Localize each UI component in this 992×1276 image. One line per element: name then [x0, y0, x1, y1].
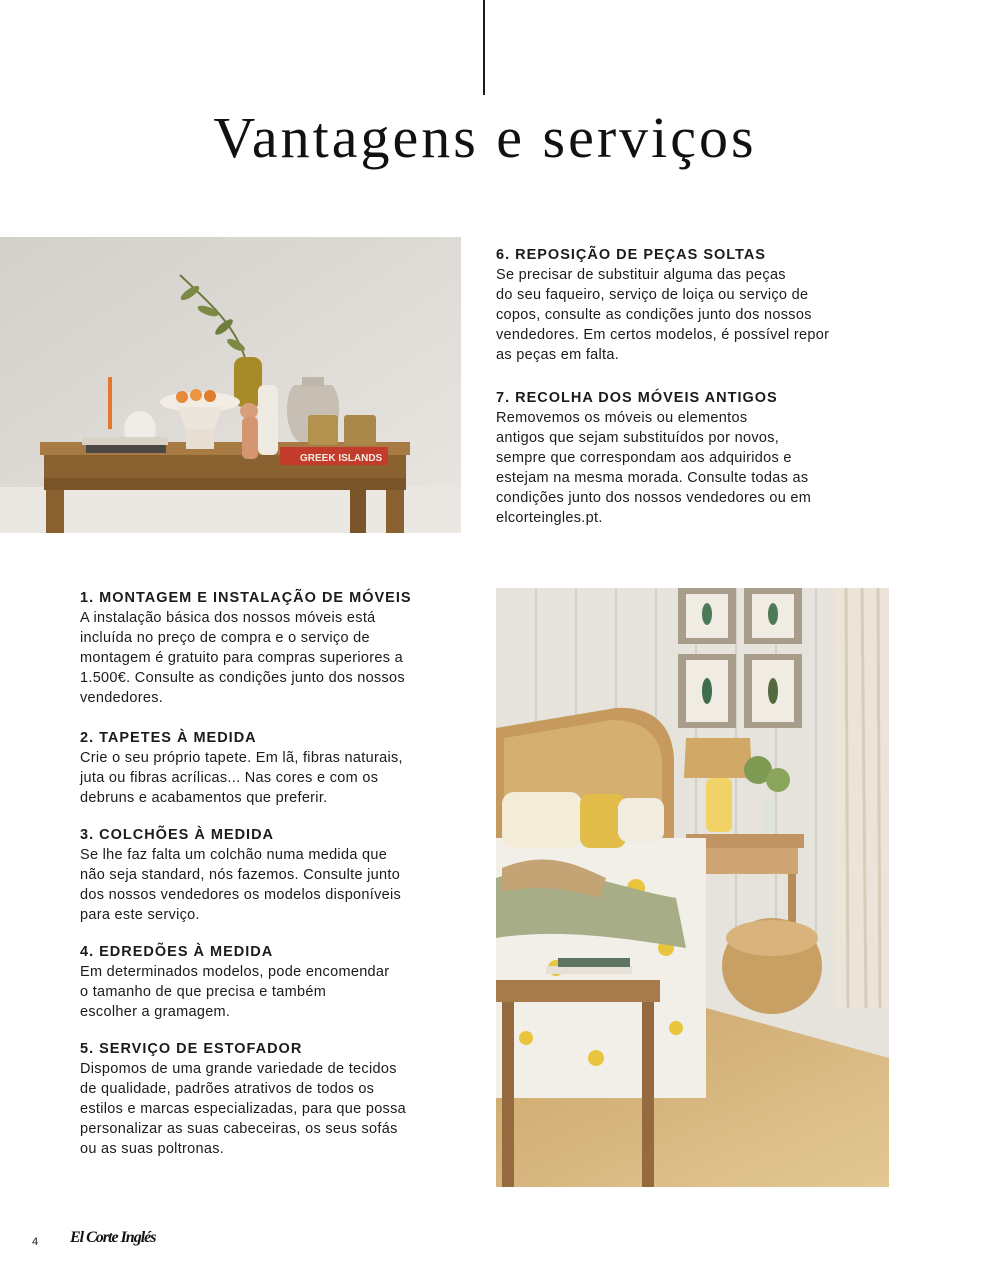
service-text-line: escolher a gramagem.: [80, 1004, 231, 1020]
service-text-line: Se lhe faz falta um colchão numa medida que: [80, 847, 388, 863]
service-text-line: vendedores. Em certos modelos, é possível repor: [496, 327, 830, 343]
service-text-line: Dispomos de uma grande variedade de tecidos: [80, 1061, 397, 1077]
service-heading: 6. REPOSIÇÃO DE PEÇAS SOLTAS: [496, 247, 766, 263]
page-title: Vantagens e serviços: [213, 105, 757, 170]
service-text-line: 1.500€. Consulte as condições junto dos nossos: [80, 670, 405, 686]
service-custom-mattresses: [80, 825, 468, 925]
service-text-line: Crie o seu próprio tapete. Em lã, fibras naturais,: [80, 750, 403, 766]
service-text-line: copos, consulte as condições junto dos nossos: [496, 307, 812, 323]
service-text-line: o tamanho de que precisa e também: [80, 984, 327, 1000]
service-replacement-parts: [496, 245, 896, 365]
service-text-line: estilos e marcas especializadas, para que possa: [80, 1101, 407, 1117]
service-custom-rugs: [80, 728, 468, 808]
service-text-line: dos nossos vendedores os modelos disponíveis: [80, 887, 402, 903]
service-heading: 2. TAPETES À MEDIDA: [80, 730, 257, 746]
service-text-line: debruns e acabamentos que preferir.: [80, 790, 328, 806]
service-heading: 4. EDREDÕES À MEDIDA: [80, 944, 274, 960]
service-text-line: de qualidade, padrões atrativos de todos os: [80, 1081, 375, 1097]
service-text-line: estejam na mesma morada. Consulte todas as: [496, 470, 809, 486]
page-number: 4: [32, 1236, 39, 1248]
brand-logo: El Corte Inglés: [70, 1229, 156, 1246]
service-upholstery: [80, 1039, 468, 1159]
service-text-line: elcorteingles.pt.: [496, 510, 603, 526]
service-heading: 3. COLCHÕES À MEDIDA: [80, 827, 275, 843]
service-heading: 5. SERVIÇO DE ESTOFADOR: [80, 1041, 303, 1057]
service-text-line: juta ou fibras acrílicas... Nas cores e com os: [80, 770, 379, 786]
service-text-line: montagem é gratuito para compras superiores a: [80, 650, 403, 666]
console-table-photo: [0, 237, 461, 533]
service-text-line: Em determinados modelos, pode encomendar: [80, 964, 390, 980]
service-furniture-assembly: [80, 588, 468, 708]
bedroom-photo: [496, 588, 889, 1187]
service-heading: 1. MONTAGEM E INSTALAÇÃO DE MÓVEIS: [80, 590, 412, 606]
service-heading: 7. RECOLHA DOS MÓVEIS ANTIGOS: [496, 390, 778, 406]
service-text-line: para este serviço.: [80, 907, 200, 923]
book-spine-label: GREEK ISLANDS: [300, 453, 383, 464]
service-text-line: vendedores.: [80, 690, 164, 706]
service-text-line: Removemos os móveis ou elementos: [496, 410, 748, 426]
service-old-furniture-removal: [496, 388, 896, 528]
top-vertical-rule: [483, 0, 485, 95]
service-text-line: do seu faqueiro, serviço de loiça ou serviço de: [496, 287, 809, 303]
service-text-line: incluída no preço de compra e o serviço de: [80, 630, 370, 646]
service-text-line: antigos que sejam substituídos por novos,: [496, 430, 780, 446]
service-text-line: não seja standard, nós fazemos. Consulte junto: [80, 867, 401, 883]
service-text-line: Se precisar de substituir alguma das peças: [496, 267, 786, 283]
service-text-line: ou as suas poltronas.: [80, 1141, 225, 1157]
service-text-line: condições junto dos nossos vendedores ou em: [496, 490, 812, 506]
service-custom-duvets: [80, 942, 468, 1022]
service-text-line: personalizar as suas cabeceiras, os seus sofás: [80, 1121, 398, 1137]
service-text-line: sempre que correspondam aos adquiridos e: [496, 450, 792, 466]
service-text-line: as peças em falta.: [496, 347, 620, 363]
service-text-line: A instalação básica dos nossos móveis está: [80, 610, 376, 626]
